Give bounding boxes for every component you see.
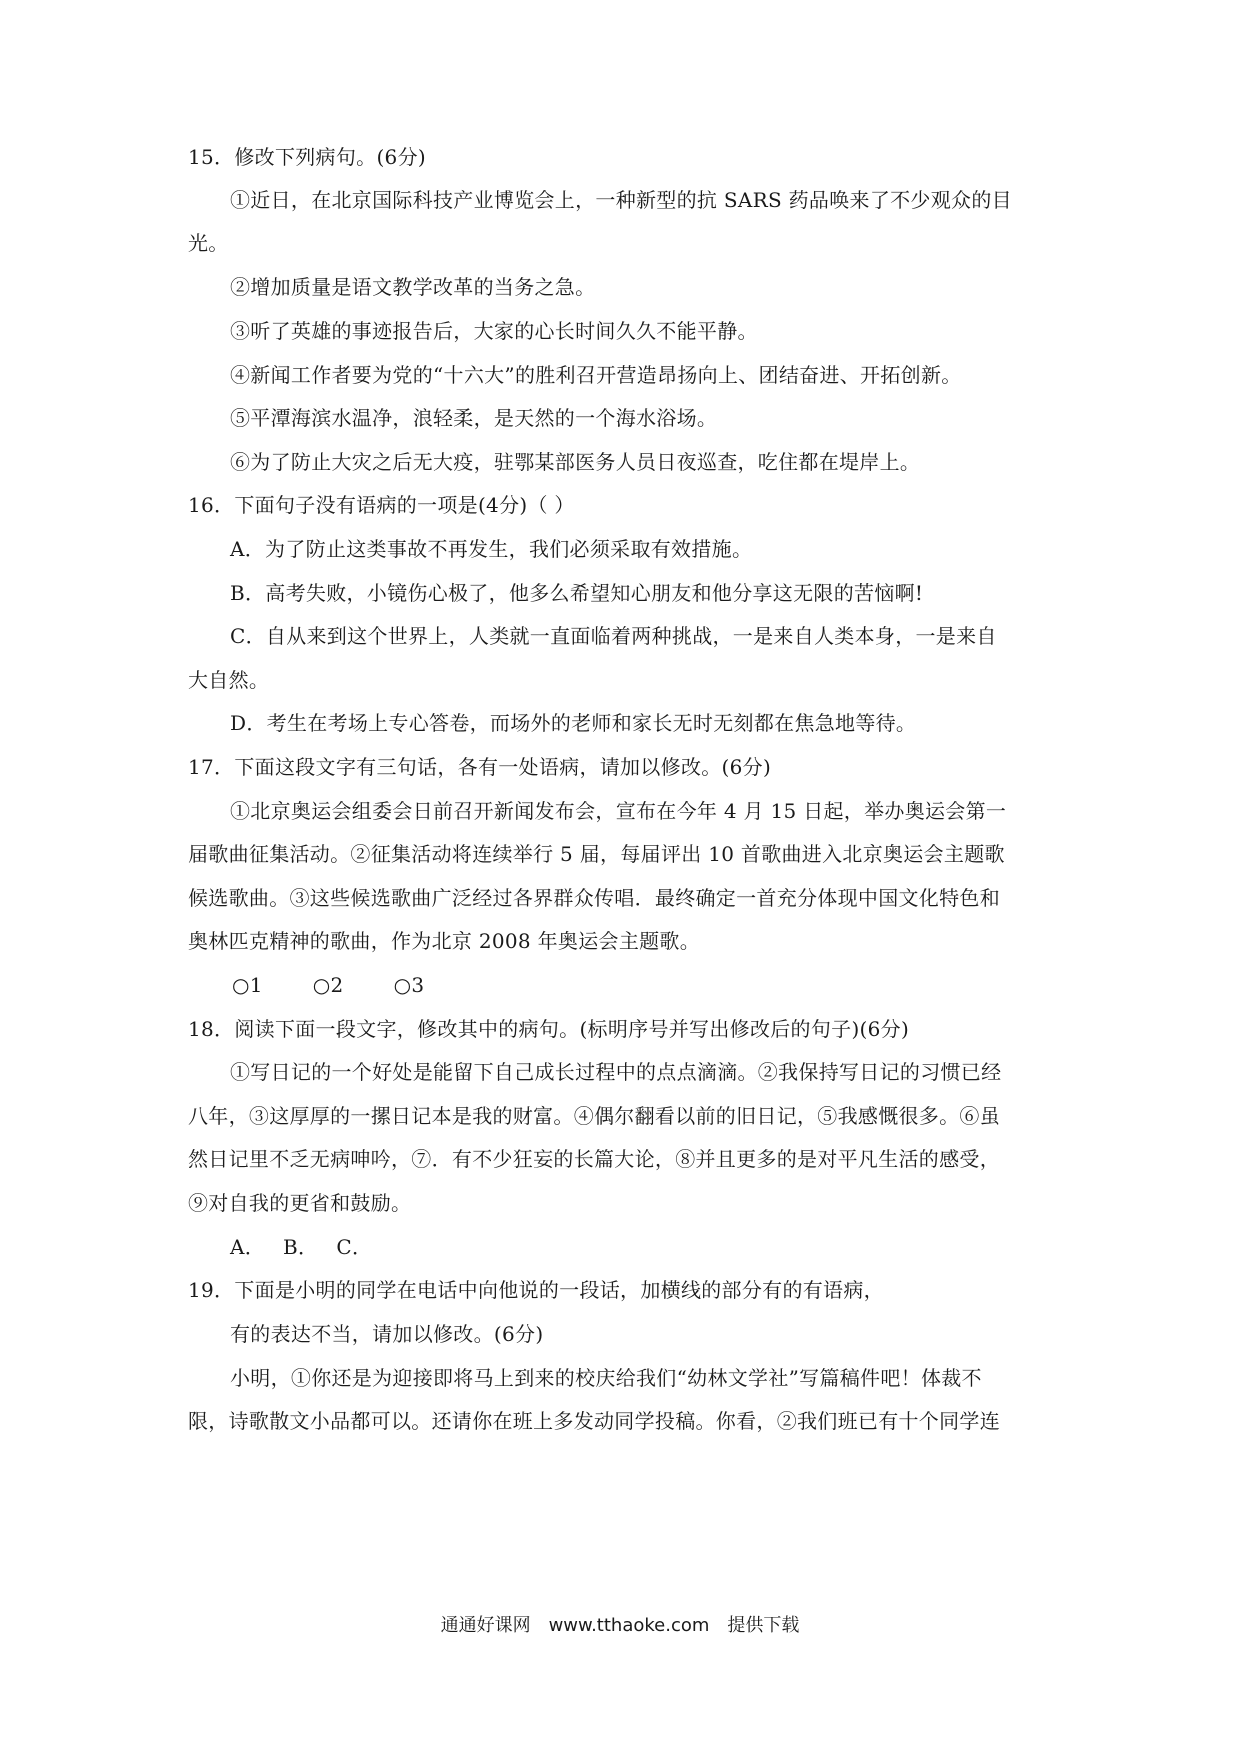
q18-option-c[interactable]: C．	[336, 1235, 373, 1259]
q17-option-2[interactable]: ○2	[312, 973, 344, 997]
q18-option-a[interactable]: A．	[230, 1235, 266, 1259]
q17-line-4: 奥林匹克精神的歌曲，作为北京 2008 年奥运会主题歌。	[188, 929, 701, 953]
page-footer: 通通好课网 www.tthaoke.com 提供下载	[440, 1615, 800, 1636]
q16-title: 16．下面句子没有语病的一项是(4分)（ ）	[188, 493, 575, 517]
q15-title: 15．修改下列病句。(6分)	[188, 145, 426, 169]
q17-line-1: ①北京奥运会组委会日前召开新闻发布会，宣布在今年 4 月 15 日起，举办奥运会第一	[230, 799, 1007, 823]
q16-option-c-cont: 大自然。	[188, 668, 270, 692]
q17-option-1[interactable]: ○1	[232, 973, 263, 997]
q16-option-c: C．自从来到这个世界上，人类就一直面临着两种挑战，一是来自人类本身，一是来自	[230, 624, 997, 648]
q19-title-cont: 有的表达不当，请加以修改。(6分)	[230, 1322, 544, 1346]
q19-line-1: 小明，①你还是为迎接即将马上到来的校庆给我们“幼林文学社”写篇稿件吧！体裁不	[230, 1366, 982, 1390]
q17-line-3: 候选歌曲。③这些候选歌曲广泛经过各界群众传唱．最终确定一首充分体现中国文化特色和	[188, 886, 1000, 910]
q15-item-4: ④新闻工作者要为党的“十六大”的胜利召开营造昂扬向上、团结奋进、开拓创新。	[230, 363, 962, 387]
q18-line-2: 八年，③这厚厚的一摞日记本是我的财富。④偶尔翻看以前的旧日记，⑤我感慨很多。⑥虽	[188, 1104, 1000, 1128]
q18-options	[230, 1233, 1068, 1261]
q18-line-1: ①写日记的一个好处是能留下自己成长过程中的点点滴滴。②我保持写日记的习惯已经	[230, 1060, 1002, 1084]
q15-item-2: ②增加质量是语文教学改革的当务之急。	[230, 275, 596, 299]
q18-line-3: 然日记里不乏无病呻吟，⑦．有不少狂妄的长篇大论，⑧并且更多的是对平凡生活的感受，	[188, 1147, 1000, 1171]
q15-item-3: ③听了英雄的事迹报告后，大家的心长时间久久不能平静。	[230, 319, 758, 343]
q16-option-b: B．高考失败，小镜伤心极了，他多么希望知心朋友和他分享这无限的苦恼啊!	[230, 581, 924, 605]
q16-option-d: D．考生在考场上专心答卷，而场外的老师和家长无时无刻都在焦急地等待。	[230, 711, 917, 735]
q18-title: 18．阅读下面一段文字，修改其中的病句。(标明序号并写出修改后的句子)(6分)	[188, 1017, 910, 1041]
q15-item-1-cont: 光。	[188, 231, 229, 255]
q19-line-2: 限，诗歌散文小品都可以。还请你在班上多发动同学投稿。你看，②我们班已有十个同学连	[188, 1409, 1000, 1433]
q17-line-2: 届歌曲征集活动。②征集活动将连续举行 5 届，每届评出 10 首歌曲进入北京奥运会主题歌	[188, 842, 1005, 866]
q18-line-4: ⑨对自我的更省和鼓励。	[188, 1191, 412, 1215]
q18-option-b[interactable]: B．	[283, 1235, 319, 1259]
q15-item-1: ①近日，在北京国际科技产业博览会上，一种新型的抗 SARS 药品唤来了不少观众的目	[230, 188, 1012, 212]
q17-options	[232, 971, 1112, 999]
q17-option-3[interactable]: ○3	[393, 973, 425, 997]
q17-title: 17．下面这段文字有三句话，各有一处语病，请加以修改。(6分)	[188, 755, 772, 779]
q16-option-a: A．为了防止这类事故不再发生，我们必须采取有效措施。	[230, 537, 753, 561]
q15-item-5: ⑤平潭海滨水温净，浪轻柔，是天然的一个海水浴场。	[230, 406, 718, 430]
q19-title: 19．下面是小明的同学在电话中向他说的一段话，加横线的部分有的有语病，	[188, 1278, 884, 1302]
q15-item-6: ⑥为了防止大灾之后无大疫，驻鄂某部医务人员日夜巡查，吃住都在堤岸上。	[230, 450, 921, 474]
